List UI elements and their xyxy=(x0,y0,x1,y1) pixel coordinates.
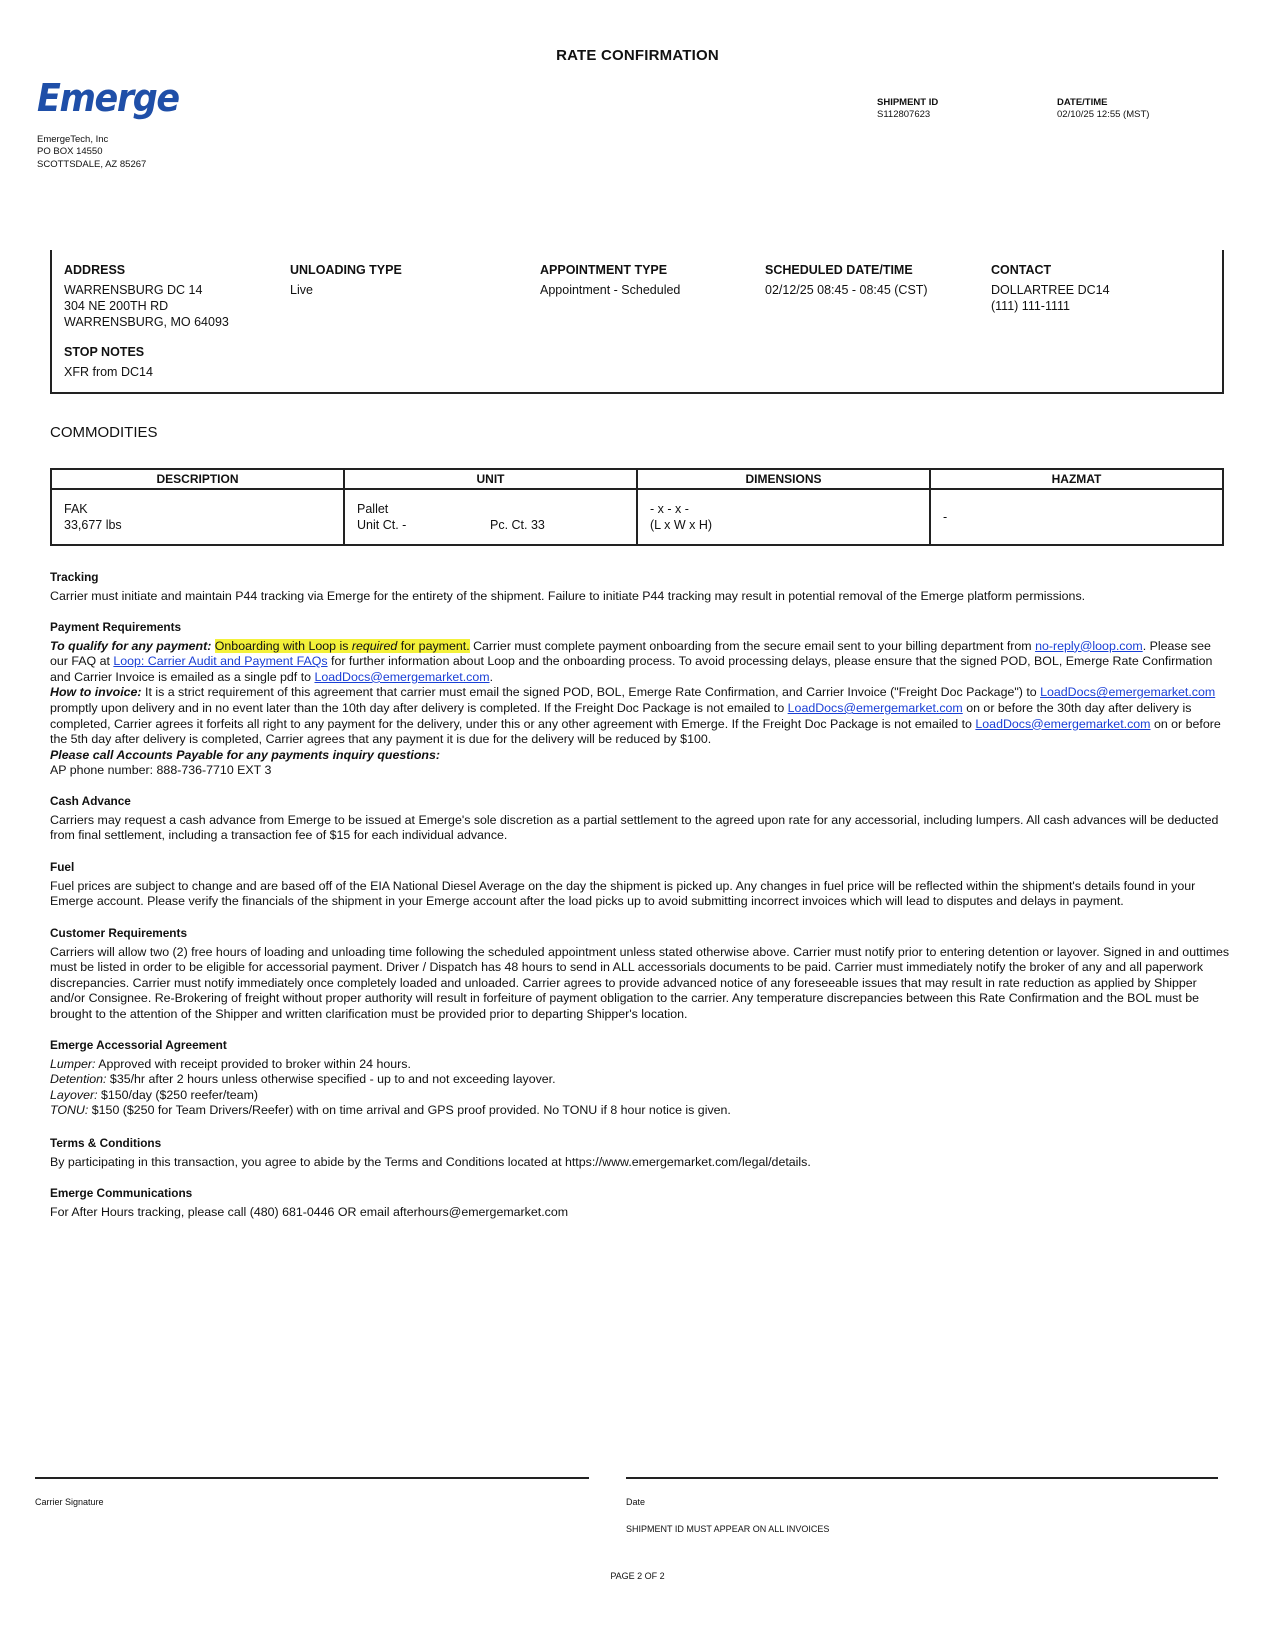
unloading-type-value: Live xyxy=(290,283,313,297)
address-label: ADDRESS xyxy=(64,263,126,277)
stop-notes-label: STOP NOTES xyxy=(64,345,145,359)
shipment-id-block xyxy=(877,97,938,120)
column-header-dimensions: DIMENSIONS xyxy=(637,469,930,489)
column-header-hazmat: HAZMAT xyxy=(930,469,1223,489)
unit-count: Unit Ct. - xyxy=(357,518,407,532)
company-po-box: PO BOX 14550 xyxy=(37,146,103,158)
company-name: EmergeTech, Inc xyxy=(37,134,109,145)
accessorial-item-lumper: Lumper: Approved with receipt provided to broker within 24 hours. xyxy=(50,1056,411,1071)
loop-faq-link[interactable]: Loop: Carrier Audit and Payment FAQs xyxy=(113,654,328,669)
column-header-description: DESCRIPTION xyxy=(51,469,344,489)
scheduled-datetime-label: SCHEDULED DATE/TIME xyxy=(765,263,913,277)
stop-scheduled xyxy=(765,263,985,298)
stop-notes xyxy=(64,345,464,380)
dimensions-cell xyxy=(637,489,930,545)
accessorial-item-tonu: TONU: $150 ($250 for Team Drivers/Reefer) with on time arrival and GPS proof provided. No TONU if 8 hour notice is given. xyxy=(50,1103,731,1118)
accessorial-item-layover: Layover: $150/day ($250 reefer/team) xyxy=(50,1087,259,1102)
datetime-value: 02/10/25 12:55 (MST) xyxy=(1057,109,1150,120)
carrier-signature-label: Carrier Signature xyxy=(35,1497,104,1507)
dimensions-format: (L x W x H) xyxy=(650,518,713,532)
appointment-type-value: Appointment - Scheduled xyxy=(540,283,681,297)
fuel-heading: Fuel xyxy=(50,860,75,874)
datetime-label: DATE/TIME xyxy=(1057,97,1108,108)
emerge-logo: Emerge xyxy=(37,76,179,120)
commodities-table xyxy=(50,468,1224,546)
stop-unloading xyxy=(290,263,520,298)
datetime-block xyxy=(1057,97,1149,120)
shipment-id-value: S112807623 xyxy=(877,109,931,120)
payment-heading: Payment Requirements xyxy=(50,620,182,634)
loop-email-link[interactable]: no-reply@loop.com xyxy=(1035,638,1143,653)
terms-heading: Terms & Conditions xyxy=(50,1136,162,1150)
loaddocs-email-link[interactable]: LoadDocs@emergemarket.com xyxy=(314,669,490,684)
customer-requirements-text: Carriers will allow two (2) free hours of loading and unloading time following the scheduled appointment unless stated otherwise above. Carrier must notify prior to entering detention or layover. Signed in and outtimes must be listed in order to be eligible for accessorial payment. Driver / Dispatch has 48 hours to send in ALL accessorials documents to be paid. Carrier must immediately notify the broker of any and all paperwork discrepancies. Carrier must notify immediately once completely loaded and unloaded. Carrier agrees to provide advanced notice of any foreseeable issues that may result in rate reduction as applied by Shipper and/or Consignee. Re-Brokering of freight without proper authority will result in forfeiture of payment obligation to the carrier. Any temperature discrepancies between this Rate Confirmation and the BOL must be brought to the attention of the Shipper and written clarification must be provided prior to departing Shipper's location. xyxy=(50,944,1230,1021)
contact-value: DOLLARTREE DC14 (111) 111-1111 xyxy=(991,283,1110,313)
document-title: RATE CONFIRMATION xyxy=(556,47,719,64)
address-value: WARRENSBURG DC 14 304 NE 200TH RD WARRENSBURG, MO 64093 xyxy=(64,283,229,329)
stop-address xyxy=(64,263,274,330)
how-to-invoice-paragraph: How to invoice: It is a strict requirement of this agreement that carrier must email the signed POD, BOL, Emerge Rate Confirmation, and Carrier Invoice ("Freight Doc Package") to LoadDocs@emergemarket.com promptly upon delivery and in no event later than the 10th day after delivery is completed. If the Freight Doc Package is not emailed to LoadDocs@emergemarket.com on or before the 30th day after delivery is completed, Carrier agrees it forfeits all right to any payment for the delivery, under this or any other agreement with Emerge. If the Freight Doc Package is not emailed to LoadDocs@emergemarket.com on or before the 5th day after delivery is completed, Carrier agrees that any payment it is due for the delivery will be reduced by $100. xyxy=(50,685,1221,747)
commodity-description: FAK xyxy=(64,502,88,516)
carrier-signature-line[interactable] xyxy=(35,1477,589,1479)
tracking-heading: Tracking xyxy=(50,570,99,584)
description-cell xyxy=(51,489,344,545)
company-address xyxy=(37,134,146,171)
stop-notes-value: XFR from DC14 xyxy=(64,365,153,379)
page-number: PAGE 2 OF 2 xyxy=(610,1571,665,1581)
ap-phone-line: AP phone number: 888-736-7710 EXT 3 xyxy=(50,763,272,778)
tracking-section xyxy=(50,570,1230,604)
loop-highlight: Onboarding with Loop is required for payment. xyxy=(214,638,470,653)
cash-advance-text: Carriers may request a cash advance from Emerge to be issued at Emerge's sole discretion as a partial settlement to the agreed upon rate for any accessorial, including lumpers. All cash advances will be deducted from final settlement, including a transaction fee of $15 for each individual advance. xyxy=(50,812,1219,843)
customer-requirements-section xyxy=(50,926,1230,1023)
piece-count: Pc. Ct. 33 xyxy=(490,518,545,532)
communications-heading: Emerge Communications xyxy=(50,1186,193,1200)
stop-contact xyxy=(991,263,1211,314)
company-city: SCOTTSDALE, AZ 85267 xyxy=(37,158,147,170)
terms-section xyxy=(50,1136,1230,1170)
how-to-invoice-label: How to invoice: xyxy=(50,685,142,700)
loaddocs-email-link[interactable]: LoadDocs@emergemarket.com xyxy=(787,700,963,715)
date-signature-line[interactable] xyxy=(626,1477,1218,1479)
unloading-type-label: UNLOADING TYPE xyxy=(290,263,402,277)
fuel-text: Fuel prices are subject to change and are based off of the EIA National Diesel Average on the day the shipment is picked up. Any changes in fuel price will be reflected within the shipment's details found in your Emerge account. Please verify the financials of the shipment in your Emerge account after the load picks up to avoid submitting incorrect invoices which will lead to disputes and delays in payment. xyxy=(50,878,1196,909)
dimensions-value: - x - x - xyxy=(650,502,689,516)
loaddocs-email-link[interactable]: LoadDocs@emergemarket.com xyxy=(1040,685,1216,700)
terms-text: By participating in this transaction, you agree to abide by the Terms and Conditions located at https://www.emergemarket.com/legal/details. xyxy=(50,1154,811,1169)
accessorial-section xyxy=(50,1038,1230,1119)
commodities-heading: COMMODITIES xyxy=(50,424,158,441)
unit-type: Pallet xyxy=(357,502,389,516)
stop-appointment xyxy=(540,263,760,298)
appointment-type-label: APPOINTMENT TYPE xyxy=(540,263,668,277)
cash-advance-heading: Cash Advance xyxy=(50,794,131,808)
communications-text: For After Hours tracking, please call (480) 681-0446 OR email afterhours@emergemarket.com xyxy=(50,1204,569,1219)
invoice-notice: SHIPMENT ID MUST APPEAR ON ALL INVOICES xyxy=(626,1524,830,1534)
qualify-label: To qualify for any payment: xyxy=(50,638,212,653)
payment-section xyxy=(50,620,1230,779)
fuel-section xyxy=(50,860,1230,910)
communications-section xyxy=(50,1186,1230,1220)
ap-call-line: Please call Accounts Payable for any payments inquiry questions: xyxy=(50,747,440,762)
accessorial-heading: Emerge Accessorial Agreement xyxy=(50,1038,227,1052)
unit-cell xyxy=(344,489,637,545)
shipment-id-label: SHIPMENT ID xyxy=(877,97,939,108)
column-header-unit: UNIT xyxy=(344,469,637,489)
tracking-text: Carrier must initiate and maintain P44 tracking via Emerge for the entirety of the shipment. Failure to initiate P44 tracking may result in potential removal of the Emerge platform permissions. xyxy=(50,588,1086,603)
hazmat-value: - xyxy=(943,510,948,524)
table-row xyxy=(51,489,1223,545)
contact-label: CONTACT xyxy=(991,263,1052,277)
date-label: Date xyxy=(626,1497,646,1507)
loaddocs-email-link[interactable]: LoadDocs@emergemarket.com xyxy=(975,716,1151,731)
commodities-header-row xyxy=(51,469,1223,489)
scheduled-datetime-value: 02/12/25 08:45 - 08:45 (CST) xyxy=(765,283,928,297)
customer-requirements-heading: Customer Requirements xyxy=(50,926,188,940)
commodity-weight: 33,677 lbs xyxy=(64,518,122,532)
cash-advance-section xyxy=(50,794,1230,844)
payment-qualify-paragraph: To qualify for any payment: Onboarding with Loop is required for payment. Carrier must complete payment onboarding from the secure email sent to your billing department from no-reply@loop.com. Please see our FAQ at Loop: Carrier Audit and Payment FAQs for further information about Loop and the onboarding process. To avoid processing delays, please ensure that the signed POD, BOL, Emerge Rate Confirmation and Carrier Invoice is emailed as a single pdf to LoadDocs@emergemarket.com. xyxy=(50,638,1213,684)
accessorial-item-detention: Detention: $35/hr after 2 hours unless otherwise specified - up to and not exceeding layover. xyxy=(50,1072,556,1087)
hazmat-cell xyxy=(930,489,1223,545)
